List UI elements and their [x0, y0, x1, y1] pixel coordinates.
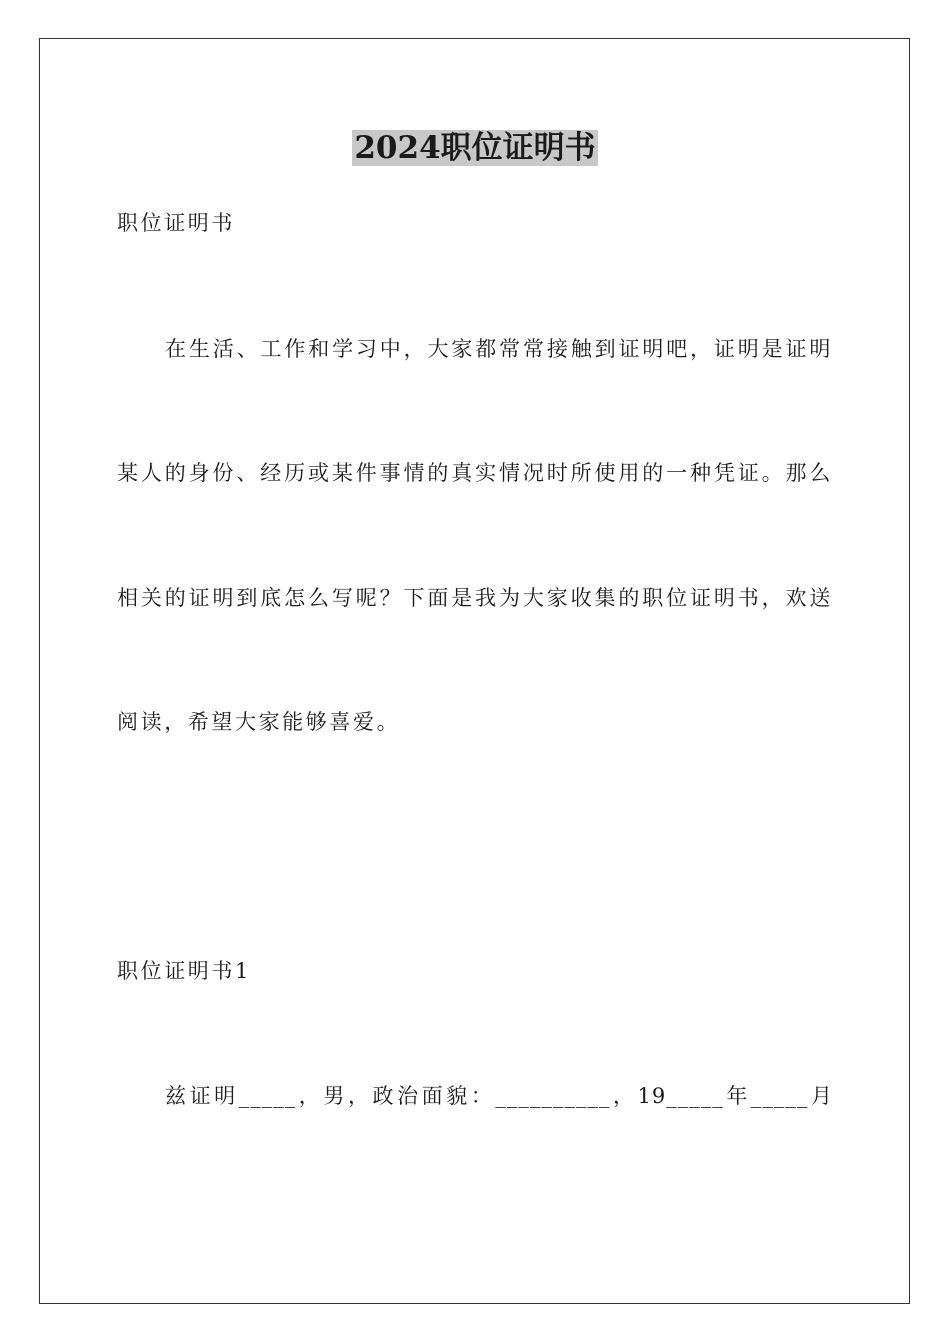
document-title	[0, 127, 950, 169]
intro-line-2: 某人的身份、经历或某件事情的真实情况时所使用的一种凭证。那么	[117, 461, 833, 485]
intro-line-4: 阅读，希望大家能够喜爱。	[117, 710, 401, 734]
section-heading: 职位证明书1	[117, 959, 251, 983]
certificate-form-line: 兹证明_____，男，政治面貌：__________，19_____年_____月	[165, 1084, 833, 1108]
document-title-text: 2024职位证明书	[354, 130, 596, 166]
intro-line-1: 在生活、工作和学习中，大家都常常接触到证明吧，证明是证明	[165, 337, 833, 361]
intro-line-3: 相关的证明到底怎么写呢？下面是我为大家收集的职位证明书，欢送	[117, 586, 833, 610]
document-subtitle: 职位证明书	[117, 211, 235, 235]
